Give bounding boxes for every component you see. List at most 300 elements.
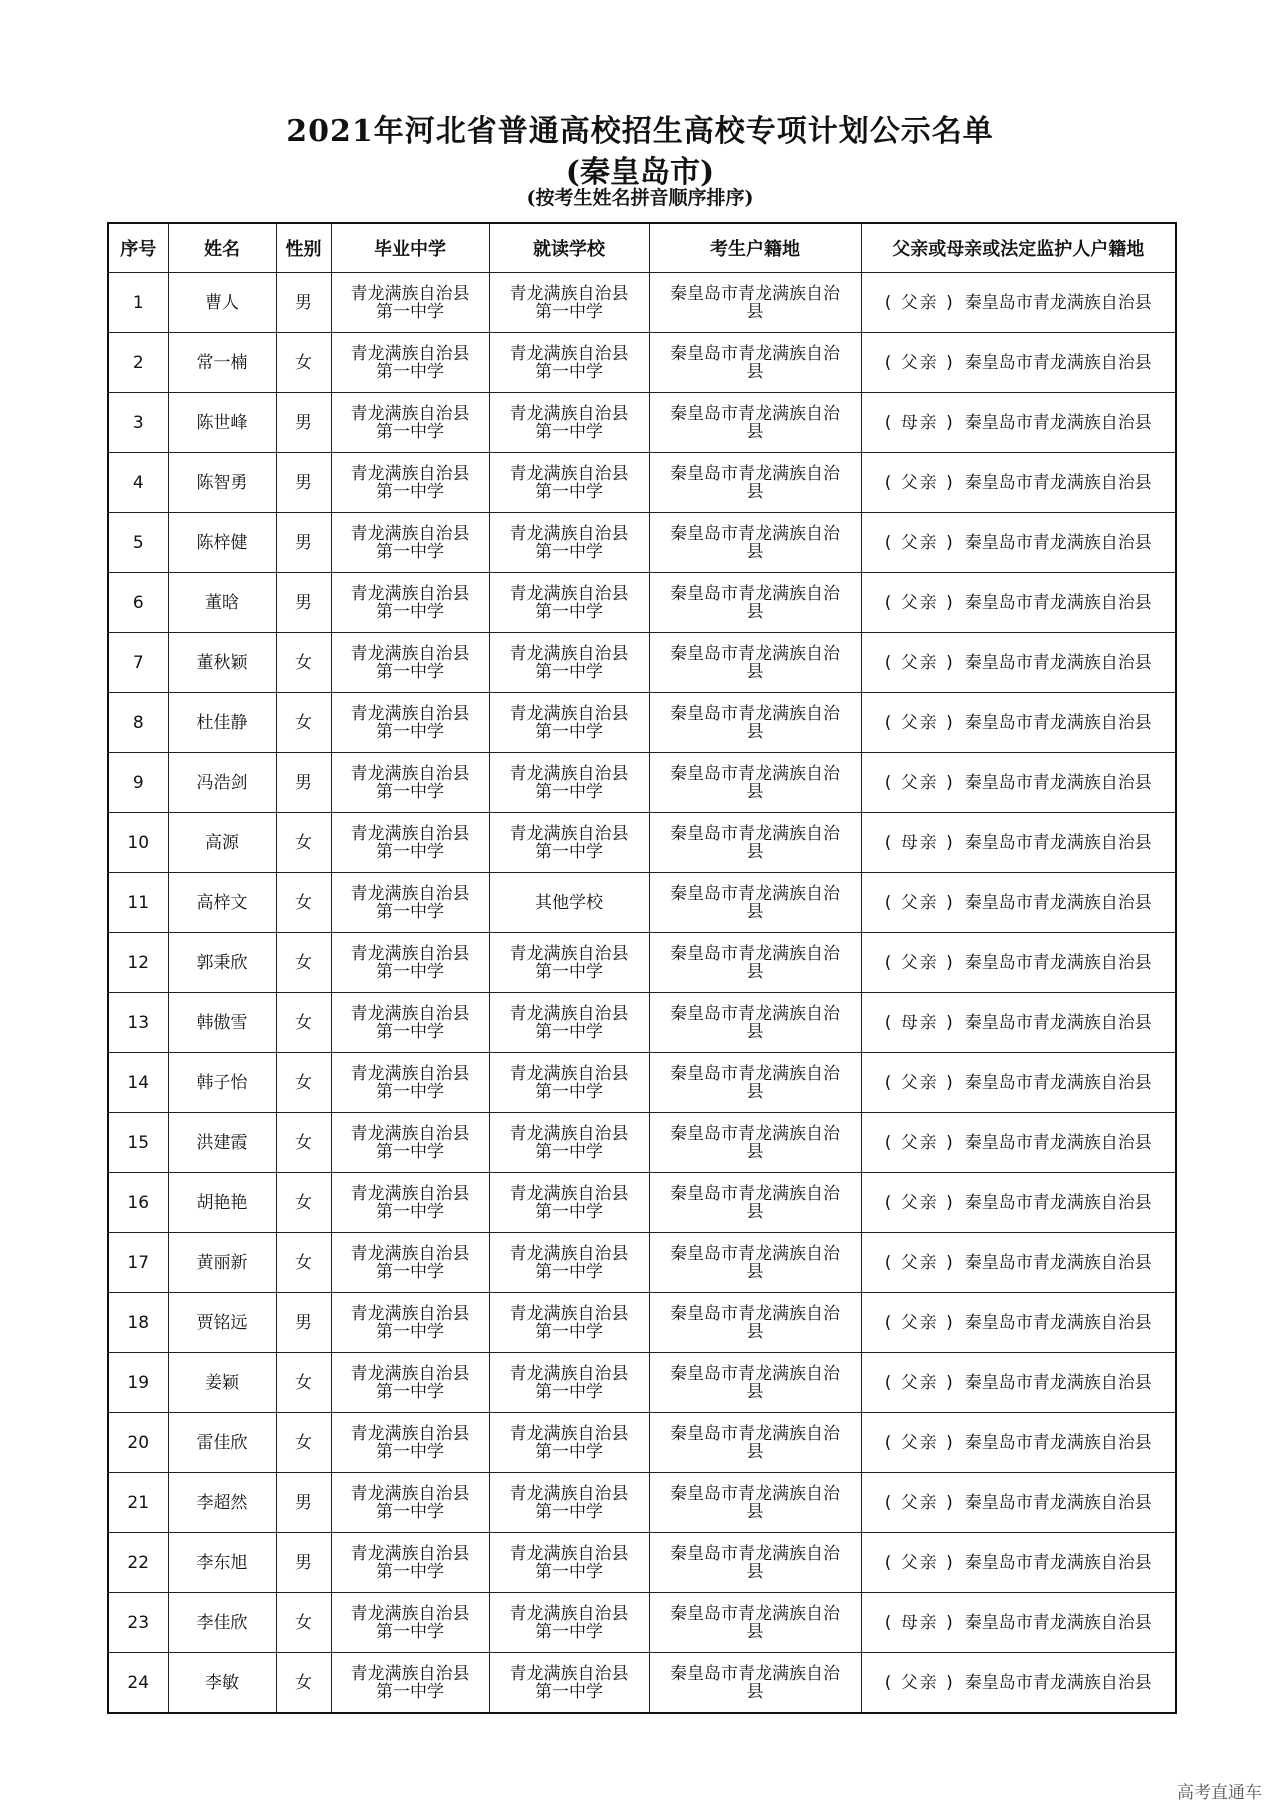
cell-grad-school — [331, 1113, 489, 1173]
cell-grad-school-line: 第一中学 — [376, 1561, 444, 1582]
guardian-relation: ( 父亲 ) — [884, 952, 955, 973]
cell-study-school-line: 青龙满族自治县 — [509, 643, 629, 664]
cell-grad-school — [331, 393, 489, 453]
cell-grad-school-line: 第一中学 — [376, 961, 444, 982]
cell-origin-line: 县 — [746, 301, 764, 322]
cell-name: 李东旭 — [168, 1533, 276, 1593]
table-row — [108, 393, 1176, 453]
cell-origin — [649, 1413, 861, 1473]
cell-study-school-line: 青龙满族自治县 — [509, 943, 629, 964]
cell-study-school-line: 第一中学 — [535, 421, 603, 442]
guardian-relation: ( 父亲 ) — [884, 1552, 955, 1573]
cell-study-school-line: 第一中学 — [535, 1081, 603, 1102]
cell-study-school-line: 青龙满族自治县 — [509, 703, 629, 724]
cell-guardian — [861, 1653, 1176, 1714]
cell-study-school-line: 第一中学 — [535, 1141, 603, 1162]
cell-grad-school-line: 第一中学 — [376, 661, 444, 682]
cell-origin — [649, 1293, 861, 1353]
cell-origin-line: 县 — [746, 1381, 764, 1402]
cell-no: 11 — [108, 873, 168, 933]
cell-grad-school-line: 第一中学 — [376, 841, 444, 862]
cell-gender: 男 — [276, 573, 331, 633]
guardian-relation: ( 母亲 ) — [884, 1612, 955, 1633]
guardian-relation: ( 母亲 ) — [884, 832, 955, 853]
cell-origin-line: 秦皇岛市青龙满族自治 — [670, 643, 840, 664]
cell-guardian — [861, 813, 1176, 873]
cell-grad-school-line: 第一中学 — [376, 361, 444, 382]
cell-grad-school — [331, 933, 489, 993]
cell-study-school — [489, 1353, 649, 1413]
cell-origin-line: 县 — [746, 721, 764, 742]
cell-origin — [649, 333, 861, 393]
cell-gender: 女 — [276, 333, 331, 393]
cell-study-school-line: 青龙满族自治县 — [509, 1483, 629, 1504]
table-row — [108, 1653, 1176, 1714]
cell-study-school-line: 第一中学 — [535, 721, 603, 742]
cell-study-school — [489, 873, 649, 933]
cell-guardian — [861, 693, 1176, 753]
cell-study-school — [489, 1053, 649, 1113]
cell-name: 陈梓健 — [168, 513, 276, 573]
cell-grad-school-line: 第一中学 — [376, 1441, 444, 1462]
cell-gender: 男 — [276, 1473, 331, 1533]
cell-grad-school — [331, 993, 489, 1053]
cell-study-school-line: 第一中学 — [535, 961, 603, 982]
cell-name: 贾铭远 — [168, 1293, 276, 1353]
guardian-origin: 秦皇岛市青龙满族自治县 — [964, 292, 1152, 313]
cell-grad-school-line: 青龙满族自治县 — [350, 1003, 470, 1024]
cell-grad-school-line: 第一中学 — [376, 1621, 444, 1642]
cell-grad-school — [331, 1413, 489, 1473]
watermark-text: 高考直通车 — [1177, 1783, 1262, 1803]
guardian-relation: ( 父亲 ) — [884, 292, 955, 313]
cell-study-school — [489, 1413, 649, 1473]
cell-origin — [649, 993, 861, 1053]
guardian-origin: 秦皇岛市青龙满族自治县 — [964, 892, 1152, 913]
guardian-relation: ( 父亲 ) — [884, 772, 955, 793]
cell-name: 洪建霞 — [168, 1113, 276, 1173]
cell-gender: 男 — [276, 273, 331, 333]
cell-no: 17 — [108, 1233, 168, 1293]
cell-grad-school — [331, 1593, 489, 1653]
cell-grad-school-line: 第一中学 — [376, 481, 444, 502]
cell-guardian — [861, 273, 1176, 333]
cell-grad-school-line: 第一中学 — [376, 301, 444, 322]
cell-study-school-line: 青龙满族自治县 — [509, 763, 629, 784]
cell-grad-school — [331, 1533, 489, 1593]
cell-grad-school-line: 青龙满族自治县 — [350, 523, 470, 544]
cell-origin-line: 县 — [746, 1261, 764, 1282]
cell-study-school-line: 第一中学 — [535, 541, 603, 562]
cell-origin-line: 县 — [746, 1561, 764, 1582]
cell-grad-school — [331, 753, 489, 813]
cell-guardian — [861, 573, 1176, 633]
cell-origin — [649, 753, 861, 813]
cell-grad-school-line: 青龙满族自治县 — [350, 643, 470, 664]
guardian-origin: 秦皇岛市青龙满族自治县 — [964, 532, 1152, 553]
cell-origin — [649, 573, 861, 633]
cell-grad-school — [331, 1293, 489, 1353]
cell-origin — [649, 1053, 861, 1113]
col-header-gender: 性别 — [276, 223, 331, 273]
cell-study-school-line: 第一中学 — [535, 1201, 603, 1222]
cell-origin-line: 秦皇岛市青龙满族自治 — [670, 1483, 840, 1504]
cell-grad-school-line: 第一中学 — [376, 1681, 444, 1702]
cell-grad-school-line: 第一中学 — [376, 781, 444, 802]
guardian-relation: ( 母亲 ) — [884, 1012, 955, 1033]
cell-grad-school-line: 青龙满族自治县 — [350, 703, 470, 724]
table-row — [108, 1233, 1176, 1293]
cell-no: 19 — [108, 1353, 168, 1413]
cell-origin-line: 县 — [746, 481, 764, 502]
cell-no: 8 — [108, 693, 168, 753]
guardian-relation: ( 父亲 ) — [884, 1312, 955, 1333]
table-row — [108, 333, 1176, 393]
cell-guardian — [861, 1053, 1176, 1113]
cell-origin-line: 秦皇岛市青龙满族自治 — [670, 1663, 840, 1684]
cell-study-school-line: 青龙满族自治县 — [509, 1243, 629, 1264]
cell-study-school-line: 青龙满族自治县 — [509, 1363, 629, 1384]
cell-study-school-line: 第一中学 — [535, 841, 603, 862]
guardian-origin: 秦皇岛市青龙满族自治县 — [964, 952, 1152, 973]
cell-gender: 男 — [276, 513, 331, 573]
cell-origin-line: 县 — [746, 1501, 764, 1522]
cell-study-school-line: 第一中学 — [535, 1681, 603, 1702]
cell-grad-school-line: 第一中学 — [376, 421, 444, 442]
cell-no: 14 — [108, 1053, 168, 1113]
cell-origin-line: 县 — [746, 661, 764, 682]
cell-study-school — [489, 1113, 649, 1173]
guardian-origin: 秦皇岛市青龙满族自治县 — [964, 412, 1152, 433]
cell-no: 7 — [108, 633, 168, 693]
cell-study-school-line: 青龙满族自治县 — [509, 403, 629, 424]
sort-note: (按考生姓名拼音顺序排序) — [526, 187, 754, 209]
cell-origin-line: 县 — [746, 601, 764, 622]
cell-study-school-line: 第一中学 — [535, 781, 603, 802]
cell-guardian — [861, 1533, 1176, 1593]
cell-origin — [649, 813, 861, 873]
cell-study-school — [489, 513, 649, 573]
guardian-relation: ( 父亲 ) — [884, 1072, 955, 1093]
cell-study-school — [489, 1293, 649, 1353]
cell-grad-school-line: 第一中学 — [376, 721, 444, 742]
cell-origin-line: 秦皇岛市青龙满族自治 — [670, 1063, 840, 1084]
header-row — [108, 223, 1176, 273]
guardian-origin: 秦皇岛市青龙满族自治县 — [964, 772, 1152, 793]
cell-study-school-line: 第一中学 — [535, 1321, 603, 1342]
cell-origin-line: 县 — [746, 961, 764, 982]
cell-study-school-line: 青龙满族自治县 — [509, 463, 629, 484]
cell-origin-line: 县 — [746, 1321, 764, 1342]
cell-origin — [649, 1113, 861, 1173]
cell-study-school — [489, 1533, 649, 1593]
cell-no: 21 — [108, 1473, 168, 1533]
cell-origin-line: 秦皇岛市青龙满族自治 — [670, 1603, 840, 1624]
cell-no: 23 — [108, 1593, 168, 1653]
cell-gender: 男 — [276, 1293, 331, 1353]
cell-study-school-line: 第一中学 — [535, 1561, 603, 1582]
cell-grad-school-line: 第一中学 — [376, 901, 444, 922]
cell-grad-school — [331, 633, 489, 693]
cell-grad-school — [331, 1473, 489, 1533]
cell-origin-line: 秦皇岛市青龙满族自治 — [670, 1423, 840, 1444]
table-row — [108, 1533, 1176, 1593]
cell-origin-line: 县 — [746, 361, 764, 382]
cell-gender: 女 — [276, 1173, 331, 1233]
table-row — [108, 1353, 1176, 1413]
cell-study-school-line: 青龙满族自治县 — [509, 1183, 629, 1204]
cell-study-school — [489, 1173, 649, 1233]
cell-origin-line: 县 — [746, 901, 764, 922]
cell-study-school-line: 青龙满族自治县 — [509, 1663, 629, 1684]
cell-origin-line: 县 — [746, 1081, 764, 1102]
cell-no: 22 — [108, 1533, 168, 1593]
cell-gender: 女 — [276, 873, 331, 933]
cell-study-school — [489, 933, 649, 993]
guardian-origin: 秦皇岛市青龙满族自治县 — [964, 1612, 1152, 1633]
cell-study-school — [489, 393, 649, 453]
col-header-grad-school: 毕业中学 — [331, 223, 489, 273]
cell-name: 陈智勇 — [168, 453, 276, 513]
cell-study-school-line: 其他学校 — [535, 892, 603, 913]
cell-no: 24 — [108, 1653, 168, 1714]
guardian-origin: 秦皇岛市青龙满族自治县 — [964, 1012, 1152, 1033]
cell-study-school — [489, 813, 649, 873]
cell-guardian — [861, 393, 1176, 453]
cell-grad-school-line: 青龙满族自治县 — [350, 1243, 470, 1264]
guardian-relation: ( 父亲 ) — [884, 592, 955, 613]
guardian-relation: ( 父亲 ) — [884, 532, 955, 553]
cell-study-school-line: 青龙满族自治县 — [509, 1603, 629, 1624]
cell-study-school-line: 青龙满族自治县 — [509, 1123, 629, 1144]
cell-grad-school-line: 第一中学 — [376, 1021, 444, 1042]
cell-study-school-line: 青龙满族自治县 — [509, 1423, 629, 1444]
cell-origin-line: 秦皇岛市青龙满族自治 — [670, 1243, 840, 1264]
cell-no: 16 — [108, 1173, 168, 1233]
cell-study-school-line: 青龙满族自治县 — [509, 1543, 629, 1564]
cell-study-school-line: 青龙满族自治县 — [509, 823, 629, 844]
cell-origin-line: 秦皇岛市青龙满族自治 — [670, 1183, 840, 1204]
col-header-no: 序号 — [108, 223, 168, 273]
cell-grad-school-line: 青龙满族自治县 — [350, 583, 470, 604]
cell-grad-school — [331, 1353, 489, 1413]
cell-name: 韩子怡 — [168, 1053, 276, 1113]
guardian-relation: ( 父亲 ) — [884, 1372, 955, 1393]
cell-gender: 男 — [276, 453, 331, 513]
cell-guardian — [861, 873, 1176, 933]
table-row — [108, 1113, 1176, 1173]
cell-study-school-line: 第一中学 — [535, 481, 603, 502]
cell-grad-school — [331, 453, 489, 513]
cell-guardian — [861, 1173, 1176, 1233]
table-row — [108, 273, 1176, 333]
cell-gender: 女 — [276, 633, 331, 693]
cell-no: 4 — [108, 453, 168, 513]
cell-origin — [649, 1653, 861, 1714]
guardian-origin: 秦皇岛市青龙满族自治县 — [964, 1192, 1152, 1213]
roster-body — [108, 273, 1176, 1714]
cell-origin-line: 县 — [746, 841, 764, 862]
cell-origin-line: 秦皇岛市青龙满族自治 — [670, 1123, 840, 1144]
table-row — [108, 513, 1176, 573]
guardian-relation: ( 父亲 ) — [884, 652, 955, 673]
cell-guardian — [861, 753, 1176, 813]
cell-name: 李超然 — [168, 1473, 276, 1533]
cell-origin — [649, 1473, 861, 1533]
cell-guardian — [861, 1593, 1176, 1653]
cell-study-school — [489, 1473, 649, 1533]
col-header-origin: 考生户籍地 — [649, 223, 861, 273]
guardian-origin: 秦皇岛市青龙满族自治县 — [964, 1072, 1152, 1093]
guardian-origin: 秦皇岛市青龙满族自治县 — [964, 712, 1152, 733]
guardian-origin: 秦皇岛市青龙满族自治县 — [964, 472, 1152, 493]
table-row — [108, 813, 1176, 873]
cell-no: 15 — [108, 1113, 168, 1173]
guardian-relation: ( 父亲 ) — [884, 712, 955, 733]
cell-guardian — [861, 513, 1176, 573]
cell-grad-school-line: 青龙满族自治县 — [350, 943, 470, 964]
cell-guardian — [861, 1113, 1176, 1173]
cell-origin-line: 县 — [746, 1141, 764, 1162]
table-row — [108, 873, 1176, 933]
cell-name: 杜佳静 — [168, 693, 276, 753]
cell-origin — [649, 933, 861, 993]
cell-study-school — [489, 273, 649, 333]
cell-study-school-line: 第一中学 — [535, 601, 603, 622]
cell-origin — [649, 873, 861, 933]
table-row — [108, 753, 1176, 813]
cell-name: 雷佳欣 — [168, 1413, 276, 1473]
col-header-study-school: 就读学校 — [489, 223, 649, 273]
guardian-origin: 秦皇岛市青龙满族自治县 — [964, 1492, 1152, 1513]
cell-origin-line: 秦皇岛市青龙满族自治 — [670, 283, 840, 304]
cell-guardian — [861, 633, 1176, 693]
cell-origin-line: 秦皇岛市青龙满族自治 — [670, 883, 840, 904]
col-header-name: 姓名 — [168, 223, 276, 273]
guardian-origin: 秦皇岛市青龙满族自治县 — [964, 1312, 1152, 1333]
guardian-origin: 秦皇岛市青龙满族自治县 — [964, 1672, 1152, 1693]
cell-study-school — [489, 1233, 649, 1293]
cell-origin — [649, 1593, 861, 1653]
cell-grad-school-line: 青龙满族自治县 — [350, 283, 470, 304]
cell-grad-school-line: 第一中学 — [376, 1141, 444, 1162]
cell-name: 郭秉欣 — [168, 933, 276, 993]
cell-grad-school-line: 第一中学 — [376, 1321, 444, 1342]
cell-name: 姜颖 — [168, 1353, 276, 1413]
cell-gender: 女 — [276, 1653, 331, 1714]
cell-gender: 女 — [276, 1353, 331, 1413]
cell-guardian — [861, 1293, 1176, 1353]
cell-origin — [649, 513, 861, 573]
cell-origin — [649, 453, 861, 513]
cell-grad-school-line: 青龙满族自治县 — [350, 1483, 470, 1504]
guardian-relation: ( 父亲 ) — [884, 1132, 955, 1153]
cell-name: 韩傲雪 — [168, 993, 276, 1053]
cell-no: 9 — [108, 753, 168, 813]
cell-origin-line: 县 — [746, 1441, 764, 1462]
guardian-relation: ( 父亲 ) — [884, 472, 955, 493]
cell-origin — [649, 1353, 861, 1413]
cell-origin — [649, 693, 861, 753]
cell-study-school-line: 第一中学 — [535, 361, 603, 382]
cell-guardian — [861, 453, 1176, 513]
cell-study-school-line: 青龙满族自治县 — [509, 583, 629, 604]
cell-name: 胡艳艳 — [168, 1173, 276, 1233]
guardian-relation: ( 母亲 ) — [884, 412, 955, 433]
cell-origin-line: 县 — [746, 781, 764, 802]
cell-study-school-line: 青龙满族自治县 — [509, 523, 629, 544]
page-title: 2021年河北省普通高校招生高校专项计划公示名单 — [286, 114, 994, 149]
cell-grad-school-line: 第一中学 — [376, 1381, 444, 1402]
cell-study-school-line: 青龙满族自治县 — [509, 1003, 629, 1024]
guardian-relation: ( 父亲 ) — [884, 892, 955, 913]
cell-no: 1 — [108, 273, 168, 333]
guardian-relation: ( 父亲 ) — [884, 1672, 955, 1693]
cell-study-school — [489, 993, 649, 1053]
table-row — [108, 993, 1176, 1053]
cell-name: 高源 — [168, 813, 276, 873]
cell-guardian — [861, 1233, 1176, 1293]
guardian-origin: 秦皇岛市青龙满族自治县 — [964, 352, 1152, 373]
table-row — [108, 453, 1176, 513]
cell-grad-school-line: 青龙满族自治县 — [350, 1423, 470, 1444]
cell-study-school-line: 青龙满族自治县 — [509, 283, 629, 304]
cell-grad-school-line: 青龙满族自治县 — [350, 883, 470, 904]
cell-origin-line: 秦皇岛市青龙满族自治 — [670, 1363, 840, 1384]
cell-grad-school-line: 第一中学 — [376, 1081, 444, 1102]
cell-grad-school-line: 青龙满族自治县 — [350, 1543, 470, 1564]
cell-grad-school — [331, 1173, 489, 1233]
cell-name: 董秋颖 — [168, 633, 276, 693]
cell-no: 12 — [108, 933, 168, 993]
cell-origin-line: 秦皇岛市青龙满族自治 — [670, 943, 840, 964]
cell-grad-school-line: 青龙满族自治县 — [350, 403, 470, 424]
cell-origin-line: 秦皇岛市青龙满族自治 — [670, 1303, 840, 1324]
cell-study-school-line: 青龙满族自治县 — [509, 1303, 629, 1324]
cell-name: 冯浩剑 — [168, 753, 276, 813]
cell-gender: 女 — [276, 813, 331, 873]
cell-grad-school-line: 第一中学 — [376, 1261, 444, 1282]
cell-guardian — [861, 1473, 1176, 1533]
cell-gender: 男 — [276, 393, 331, 453]
cell-grad-school-line: 青龙满族自治县 — [350, 823, 470, 844]
guardian-origin: 秦皇岛市青龙满族自治县 — [964, 1372, 1152, 1393]
guardian-relation: ( 父亲 ) — [884, 1492, 955, 1513]
table-row — [108, 1053, 1176, 1113]
cell-grad-school — [331, 1053, 489, 1113]
cell-study-school — [489, 573, 649, 633]
cell-study-school-line: 第一中学 — [535, 1621, 603, 1642]
cell-name: 李敏 — [168, 1653, 276, 1714]
cell-origin-line: 县 — [746, 1621, 764, 1642]
cell-grad-school-line: 青龙满族自治县 — [350, 763, 470, 784]
cell-no: 6 — [108, 573, 168, 633]
roster-table — [107, 222, 1177, 1714]
cell-gender: 女 — [276, 933, 331, 993]
cell-no: 20 — [108, 1413, 168, 1473]
cell-study-school-line: 青龙满族自治县 — [509, 1063, 629, 1084]
cell-guardian — [861, 993, 1176, 1053]
guardian-origin: 秦皇岛市青龙满族自治县 — [964, 1552, 1152, 1573]
cell-guardian — [861, 333, 1176, 393]
guardian-origin: 秦皇岛市青龙满族自治县 — [964, 832, 1152, 853]
cell-origin-line: 秦皇岛市青龙满族自治 — [670, 583, 840, 604]
cell-name: 曹人 — [168, 273, 276, 333]
table-row — [108, 933, 1176, 993]
guardian-relation: ( 父亲 ) — [884, 352, 955, 373]
table-row — [108, 633, 1176, 693]
guardian-origin: 秦皇岛市青龙满族自治县 — [964, 1252, 1152, 1273]
